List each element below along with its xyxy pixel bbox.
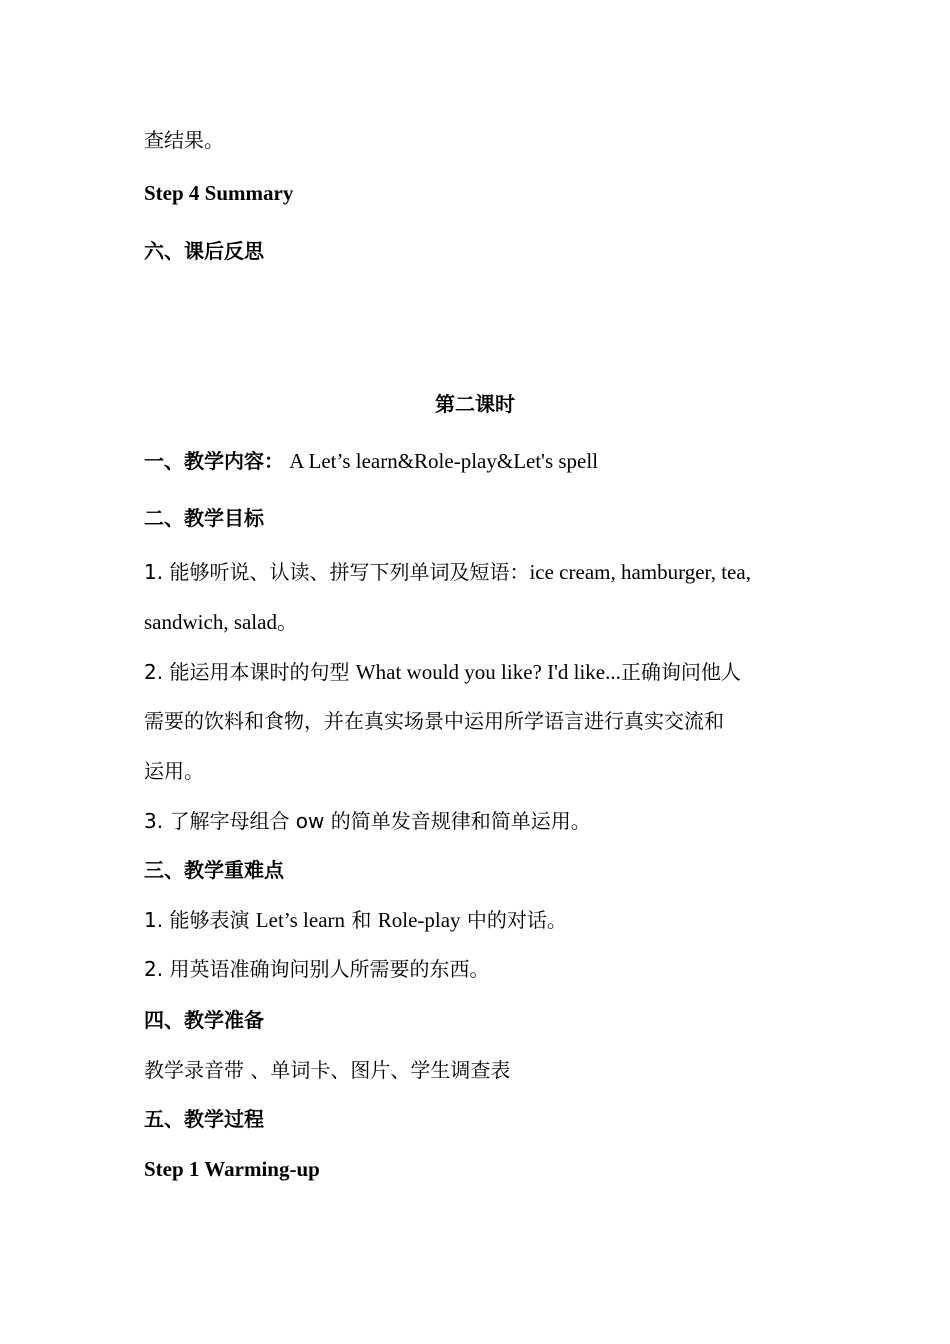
key-1-role-play: Role-play: [377, 908, 461, 932]
step-4-heading: Step 4 Summary: [144, 181, 294, 205]
preparation-heading: 四、教学准备: [144, 1008, 264, 1032]
step-1-heading: Step 1 Warming-up: [144, 1157, 320, 1181]
goal-2-line-3: 运用。: [144, 759, 204, 783]
teaching-content-line: [144, 449, 598, 473]
section-6-heading: 六、课后反思: [144, 239, 264, 263]
goal-1-words: ice cream, hamburger, tea,: [529, 560, 751, 584]
key-1-and: 和: [345, 908, 378, 932]
key-1-suffix: 中的对话。: [460, 908, 567, 932]
goal-2-sentence: What would you like? I'd like...: [355, 660, 621, 684]
key-1-prefix: 1. 能够表演: [144, 908, 256, 932]
key-points-heading: 三、教学重难点: [144, 858, 284, 882]
goal-2-line-2: 需要的饮料和食物，并在真实场景中运用所学语言进行真实交流和: [144, 709, 724, 733]
teaching-goals-heading: 二、教学目标: [144, 506, 264, 530]
teaching-content-text: A Let’s learn&Role-play&Let's spell: [284, 449, 599, 473]
teaching-content-heading: 一、教学内容：: [144, 449, 284, 473]
key-1-lets-learn: Let’s learn: [255, 908, 346, 932]
goal-2-prefix: 2. 能运用本课时的句型: [144, 660, 356, 684]
key-point-2: 2. 用英语准确询问别人所需要的东西。: [144, 957, 490, 981]
goal-3: 3. 了解字母组合 ow 的简单发音规律和简单运用。: [144, 809, 591, 833]
goal-2-suffix: 正确询问他人: [620, 660, 741, 684]
goal-2-line-1: [144, 660, 741, 684]
goal-1-cn: 1. 能够听说、认读、拼写下列单词及短语：: [144, 560, 530, 584]
process-heading: 五、教学过程: [144, 1107, 264, 1131]
continued-text: 查结果。: [144, 128, 224, 152]
preparation-text: 教学录音带 、单词卡、图片、学生调查表: [144, 1058, 511, 1082]
key-point-1: [144, 908, 567, 932]
goal-1-line-2: sandwich, salad。: [144, 610, 298, 634]
lesson-title: 第二课时: [435, 392, 515, 416]
goal-1-line-1: [144, 560, 751, 584]
